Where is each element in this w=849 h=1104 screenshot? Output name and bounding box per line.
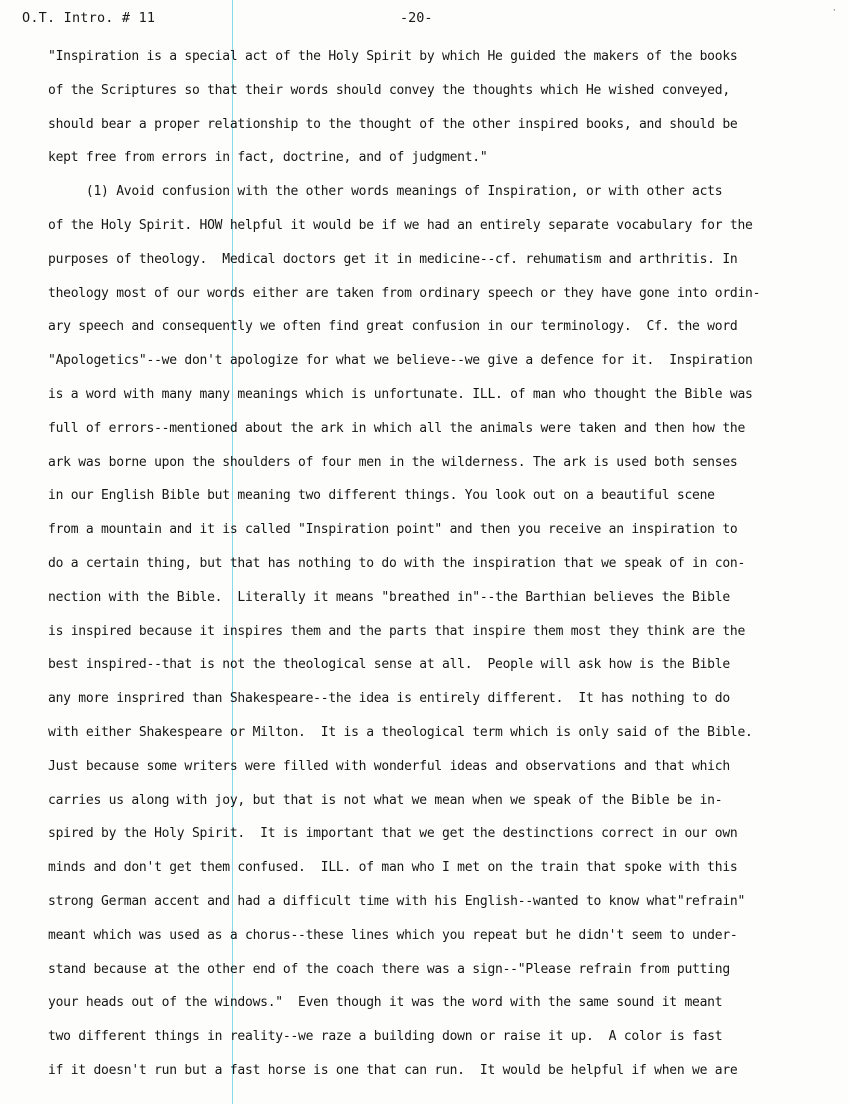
text-line: purposes of theology. Medical doctors get it in medicine--cf. rehumatism and arthritis. In: [48, 251, 738, 267]
text-line: should bear a proper relationship to the thought of the other inspired books, and should be: [48, 116, 738, 132]
text-line: with either Shakespeare or Milton. It is a theological term which is only said of the Bible.: [48, 724, 753, 740]
text-line: spired by the Holy Spirit. It is important that we get the destinctions correct in our own: [48, 826, 738, 842]
text-line: full of errors--mentioned about the ark in which all the animals were taken and then how the: [48, 420, 746, 436]
text-line: stand because at the other end of the coach there was a sign--"Please refrain from putting: [48, 961, 730, 977]
text-line: carries us along with joy, but that is not what we mean when we speak of the Bible be in-: [48, 792, 723, 808]
text-line: if it doesn't run but a fast horse is one that can run. It would be helpful if when we are: [48, 1062, 738, 1078]
text-line: meant which was used as a chorus--these lines which you repeat but he didn't seem to under-: [48, 927, 738, 943]
text-line: from a mountain and it is called "Inspiration point" and then you receive an inspiration to: [48, 522, 738, 538]
text-line: best inspired--that is not the theological sense at all. People will ask how is the Bible: [48, 657, 730, 673]
text-line: strong German accent and had a difficult time with his English--wanted to know what"refrain": [48, 893, 746, 909]
text-line: (1) Avoid confusion with the other words meanings of Inspiration, or with other acts: [48, 184, 723, 200]
page-header: [22, 6, 837, 32]
text-line: "Apologetics"--we don't apologize for what we believe--we give a defence for it. Inspiration: [48, 353, 753, 369]
course-reference: O.T. Intro. # 11: [22, 10, 156, 26]
text-line: nection with the Bible. Literally it means "breathed in"--the Barthian believes the Bible: [48, 589, 730, 605]
text-line: ark was borne upon the shoulders of four men in the wilderness. The ark is used both senses: [48, 454, 738, 470]
text-line: in our English Bible but meaning two different things. You look out on a beautiful scene: [48, 488, 715, 504]
text-line: theology most of our words either are taken from ordinary speech or they have gone into ordin-: [48, 285, 761, 301]
text-line: minds and don't get them confused. ILL. of man who I met on the train that spoke with this: [48, 860, 738, 876]
text-line: of the Scriptures so that their words should convey the thoughts which He wished conveyed,: [48, 82, 730, 98]
text-line: any more insprired than Shakespeare--the idea is entirely different. It has nothing to do: [48, 691, 730, 707]
text-line: "Inspiration is a special act of the Holy Spirit by which He guided the makers of the books: [48, 49, 738, 64]
text-line: kept free from errors in fact, doctrine, and of judgment.": [48, 150, 488, 166]
corner-mark: ·: [831, 6, 837, 16]
text-line: Just because some writers were filled with wonderful ideas and observations and that which: [48, 758, 730, 774]
text-line: is inspired because it inspires them and the parts that inspire them most they think are the: [48, 623, 746, 639]
page-number: -20-: [400, 10, 433, 26]
text-line: is a word with many many meanings which is unfortunate. ILL. of man who thought the Bible was: [48, 386, 753, 402]
text-line: of the Holy Spirit. HOW helpful it would be if we had an entirely separate vocabulary for the: [48, 217, 753, 233]
text-line: ary speech and consequently we often find great confusion in our terminology. Cf. the word: [48, 319, 738, 335]
text-line: do a certain thing, but that has nothing to do with the inspiration that we speak of in con-: [48, 555, 746, 571]
document-body: [48, 40, 830, 1088]
text-line: your heads out of the windows." Even though it was the word with the same sound it meant: [48, 995, 723, 1011]
text-line: two different things in reality--we raze a building down or raise it up. A color is fast: [48, 1029, 723, 1045]
